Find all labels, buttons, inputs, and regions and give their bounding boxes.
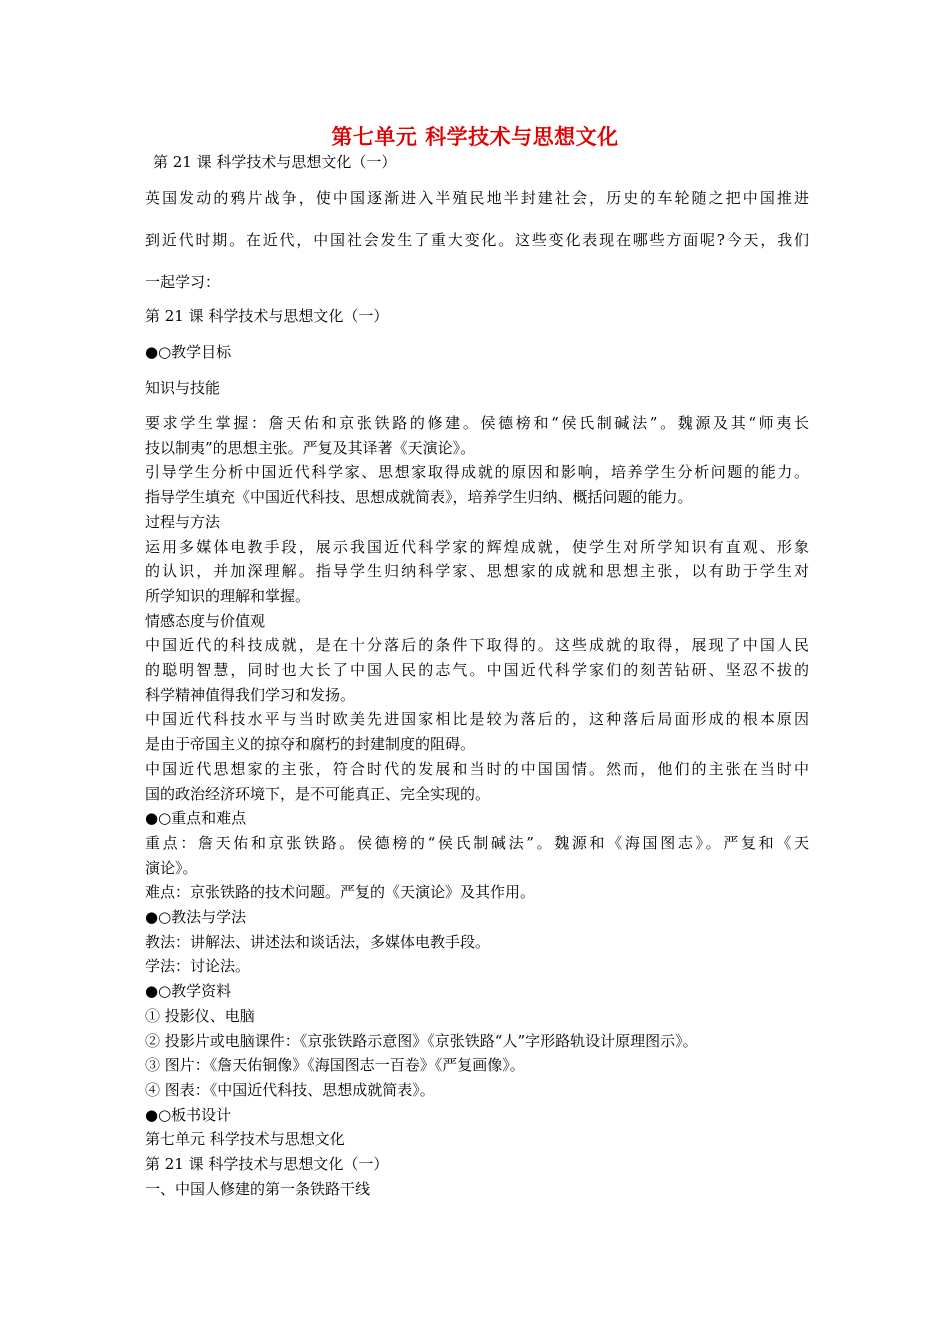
body-line: 所学知识的理解和掌握。 <box>145 586 311 605</box>
unit-title: 第七单元 科学技术与思想文化 <box>331 124 619 149</box>
body-line: ●○教法与学法 <box>145 908 247 926</box>
body-line: 一、中国人修建的第一条铁路干线 <box>145 1179 371 1198</box>
body-line: 第七单元 科学技术与思想文化 <box>145 1130 345 1149</box>
body-line: 科学精神值得我们学习和发扬。 <box>145 685 356 704</box>
body-line: ③ 图片：《詹天佑铜像》《海国图志一百卷》《严复画像》。 <box>145 1056 525 1075</box>
body-line: 第 21 课 科学技术与思想文化（一） <box>145 1155 389 1173</box>
subheading-knowledge: 知识与技能 <box>145 379 221 397</box>
body-line: 难点：京张铁路的技术问题。严复的《天演论》及其作用。 <box>145 883 536 902</box>
body-line: 是由于帝国主义的掠夺和腐朽的封建制度的阻碍。 <box>145 735 476 754</box>
body-line: 中国近代科技水平与当时欧美先进国家相比是较为落后的，这种落后局面形成的根本原因 <box>145 710 809 729</box>
body-line: ② 投影片或电脑课件：《京张铁路示意图》《京张铁路“人”字形路轨设计原理图示》。 <box>145 1031 698 1050</box>
body-line: 要求学生掌握：詹天佑和京张铁路的修建。侯德榜和“侯氏制碱法”。魏源及其“师夷长 <box>145 414 809 432</box>
intro-line: 英国发动的鸦片战争，使中国逐渐进入半殖民地半封建社会，历史的车轮随之把中国推进 <box>145 189 809 207</box>
body-line: ●○重点和难点 <box>145 809 247 828</box>
body-line: ●○教学资料 <box>145 982 232 1001</box>
body-line: 情感态度与价值观 <box>145 611 266 630</box>
body-line: ●○板书设计 <box>145 1105 232 1124</box>
body-line: 演论》。 <box>145 858 198 877</box>
lesson-subtitle: 第 21 课 科学技术与思想文化（一） <box>153 153 397 171</box>
intro-line: 到近代时期。在近代，中国社会发生了重大变化。这些变化表现在哪些方面呢?今天，我们 <box>145 231 809 249</box>
body-line: 中国近代的科技成就，是在十分落后的条件下取得的。这些成就的取得，展现了中国人民 <box>145 636 809 655</box>
body-line: ④ 图表：《中国近代科技、思想成就简表》。 <box>145 1080 435 1099</box>
intro-line: 一起学习： <box>145 273 221 291</box>
body-line: 技以制夷”的思想主张。严复及其译著《天演论》。 <box>145 438 476 457</box>
body-line: 学法：讨论法。 <box>145 957 251 976</box>
body-line: 的聪明智慧，同时也大长了中国人民的志气。中国近代科学家们的刻苦钻研、坚忍不拔的 <box>145 661 809 679</box>
body-line: 引导学生分析中国近代科学家、思想家取得成就的原因和影响，培养学生分析问题的能力。 <box>145 463 809 482</box>
section-heading-goals: ●○教学目标 <box>145 343 232 361</box>
body-line: 教法：讲解法、讲述法和谈话法，多媒体电教手段。 <box>145 932 491 951</box>
body-line: 的认识，并加深理解。指导学生归纳科学家、思想家的成就和思想主张，以有助于学生对 <box>145 562 809 581</box>
body-line: 运用多媒体电教手段，展示我国近代科学家的辉煌成就，使学生对所学知识有直观、形象 <box>145 537 809 556</box>
body-line: 中国近代思想家的主张，符合时代的发展和当时的中国国情。然而，他们的主张在当时中 <box>145 759 809 778</box>
body-line: 国的政治经济环境下，是不可能真正、完全实现的。 <box>145 784 491 803</box>
lesson-heading: 第 21 课 科学技术与思想文化（一） <box>145 307 389 325</box>
body-line: 指导学生填充《中国近代科技、思想成就简表》，培养学生归纳、概括问题的能力。 <box>145 488 693 507</box>
body-line: 过程与方法 <box>145 512 221 531</box>
body-line: 重点：詹天佑和京张铁路。侯德榜的“侯氏制碱法”。魏源和《海国图志》。严复和《天 <box>145 833 809 852</box>
body-line: ① 投影仪、电脑 <box>145 1006 255 1025</box>
